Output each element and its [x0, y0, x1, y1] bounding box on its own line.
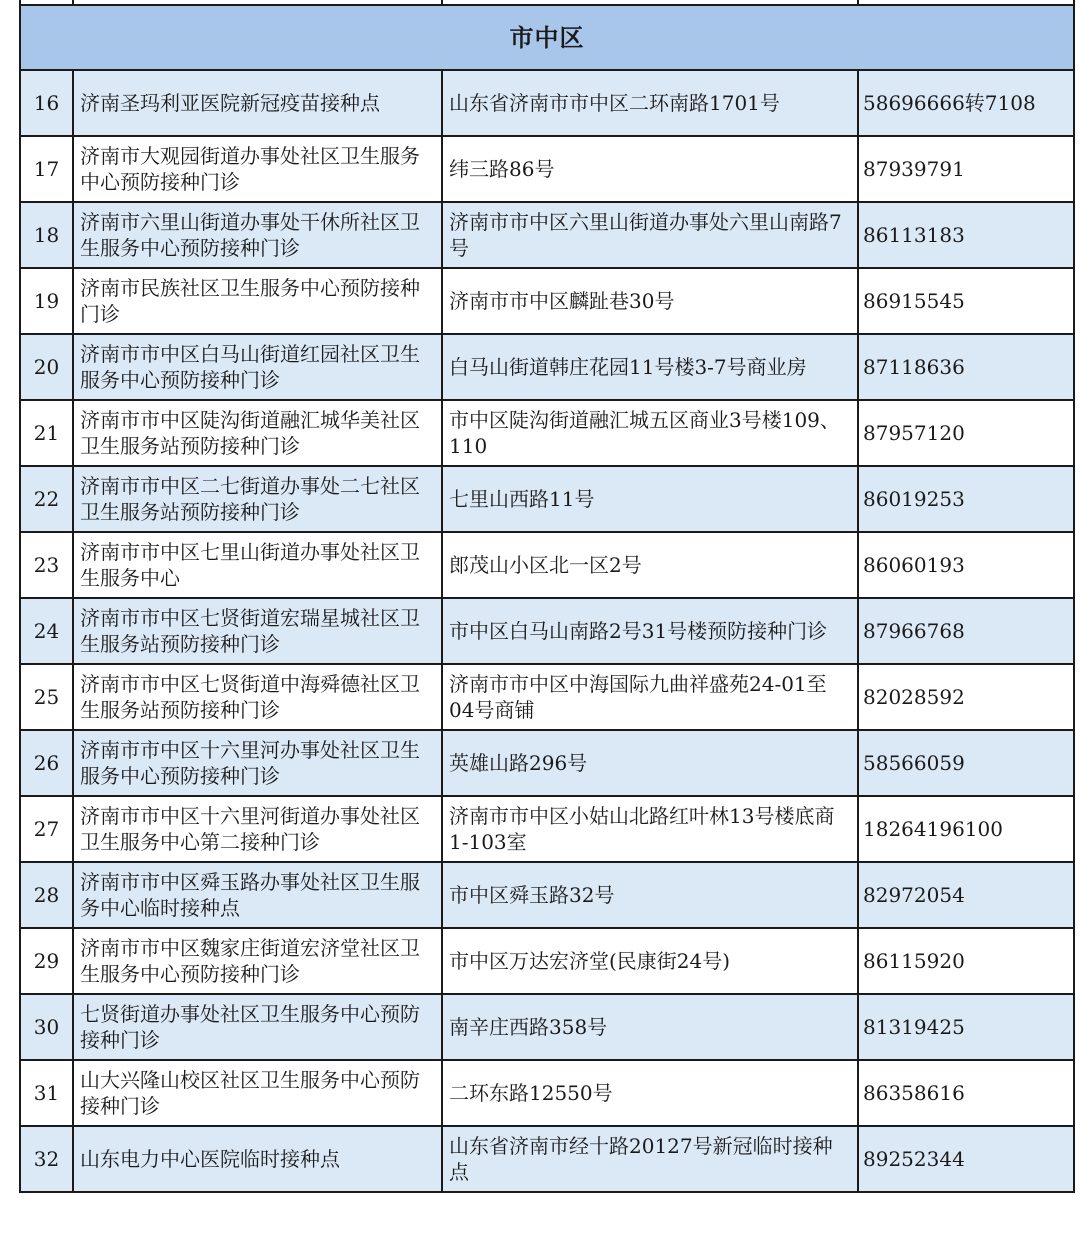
site-name: 济南市市中区白马山街道红园社区卫生服务中心预防接种门诊 [73, 334, 442, 400]
site-address: 济南市市中区麟趾巷30号 [442, 268, 858, 334]
site-address: 市中区万达宏济堂(民康街24号) [442, 928, 858, 994]
row-number: 17 [20, 136, 73, 202]
site-address: 南辛庄西路358号 [442, 994, 858, 1060]
site-name: 济南市市中区十六里河街道办事处社区卫生服务中心第二接种门诊 [73, 796, 442, 862]
site-address: 白马山街道韩庄花园11号楼3-7号商业房 [442, 334, 858, 400]
row-number: 28 [20, 862, 73, 928]
row-number: 27 [20, 796, 73, 862]
table-row [20, 1060, 1074, 1126]
row-number: 26 [20, 730, 73, 796]
site-phone: 58566059 [858, 730, 1074, 796]
site-address: 市中区白马山南路2号31号楼预防接种门诊 [442, 598, 858, 664]
row-number: 32 [20, 1126, 73, 1192]
site-phone: 18264196100 [858, 796, 1074, 862]
table-row [20, 928, 1074, 994]
table-row [20, 862, 1074, 928]
site-phone: 86060193 [858, 532, 1074, 598]
table-row [20, 268, 1074, 334]
district-title: 市中区 [20, 5, 1074, 70]
table-row [20, 796, 1074, 862]
table-row [20, 202, 1074, 268]
table-row [20, 334, 1074, 400]
site-name: 山东电力中心医院临时接种点 [73, 1126, 442, 1192]
site-name: 济南市六里山街道办事处干休所社区卫生服务中心预防接种门诊 [73, 202, 442, 268]
site-phone: 86115920 [858, 928, 1074, 994]
site-name: 山大兴隆山校区社区卫生服务中心预防接种门诊 [73, 1060, 442, 1126]
vaccination-site-table-container [19, 0, 1073, 1193]
site-name: 济南市大观园街道办事处社区卫生服务中心预防接种门诊 [73, 136, 442, 202]
row-number: 31 [20, 1060, 73, 1126]
vaccination-site-table [19, 0, 1075, 1193]
site-phone: 87118636 [858, 334, 1074, 400]
site-name: 济南市市中区舜玉路办事处社区卫生服务中心临时接种点 [73, 862, 442, 928]
site-address: 英雄山路296号 [442, 730, 858, 796]
site-phone: 81319425 [858, 994, 1074, 1060]
table-row [20, 730, 1074, 796]
site-name: 济南市市中区七贤街道中海舜德社区卫生服务站预防接种门诊 [73, 664, 442, 730]
site-phone: 82028592 [858, 664, 1074, 730]
table-row [20, 1126, 1074, 1192]
table-row [20, 598, 1074, 664]
site-phone: 86358616 [858, 1060, 1074, 1126]
row-number: 18 [20, 202, 73, 268]
site-name: 济南市市中区陡沟街道融汇城华美社区卫生服务站预防接种门诊 [73, 400, 442, 466]
table-row [20, 136, 1074, 202]
site-name: 济南市市中区魏家庄街道宏济堂社区卫生服务中心预防接种门诊 [73, 928, 442, 994]
site-address: 纬三路86号 [442, 136, 858, 202]
table-row [20, 70, 1074, 136]
table-row [20, 466, 1074, 532]
site-address: 郎茂山小区北一区2号 [442, 532, 858, 598]
site-name: 济南市市中区七贤街道宏瑞星城社区卫生服务站预防接种门诊 [73, 598, 442, 664]
site-address: 济南市市中区中海国际九曲祥盛苑24-01至04号商铺 [442, 664, 858, 730]
row-number: 24 [20, 598, 73, 664]
site-phone: 86915545 [858, 268, 1074, 334]
site-phone: 86019253 [858, 466, 1074, 532]
site-name: 济南圣玛利亚医院新冠疫苗接种点 [73, 70, 442, 136]
row-number: 16 [20, 70, 73, 136]
site-name: 济南市民族社区卫生服务中心预防接种门诊 [73, 268, 442, 334]
row-number: 22 [20, 466, 73, 532]
row-number: 20 [20, 334, 73, 400]
row-number: 23 [20, 532, 73, 598]
row-number: 30 [20, 994, 73, 1060]
table-row [20, 994, 1074, 1060]
site-phone: 87957120 [858, 400, 1074, 466]
site-name: 济南市市中区二七街道办事处二七社区卫生服务站预防接种门诊 [73, 466, 442, 532]
site-address: 市中区舜玉路32号 [442, 862, 858, 928]
site-name: 七贤街道办事处社区卫生服务中心预防接种门诊 [73, 994, 442, 1060]
site-name: 济南市市中区十六里河办事处社区卫生服务中心预防接种门诊 [73, 730, 442, 796]
row-number: 25 [20, 664, 73, 730]
site-name: 济南市市中区七里山街道办事处社区卫生服务中心 [73, 532, 442, 598]
site-address: 七里山西路11号 [442, 466, 858, 532]
site-address: 山东省济南市经十路20127号新冠临时接种点 [442, 1126, 858, 1192]
district-header-row [20, 5, 1074, 70]
table-row [20, 532, 1074, 598]
table-row [20, 664, 1074, 730]
row-number: 19 [20, 268, 73, 334]
site-address: 二环东路12550号 [442, 1060, 858, 1126]
row-number: 29 [20, 928, 73, 994]
site-address: 山东省济南市市中区二环南路1701号 [442, 70, 858, 136]
site-address: 济南市市中区小姑山北路红叶林13号楼底商1-103室 [442, 796, 858, 862]
row-number: 21 [20, 400, 73, 466]
site-phone: 86113183 [858, 202, 1074, 268]
table-row [20, 400, 1074, 466]
site-phone: 89252344 [858, 1126, 1074, 1192]
site-phone: 82972054 [858, 862, 1074, 928]
site-phone: 87966768 [858, 598, 1074, 664]
site-phone: 58696666转7108 [858, 70, 1074, 136]
site-address: 市中区陡沟街道融汇城五区商业3号楼109、110 [442, 400, 858, 466]
site-address: 济南市市中区六里山街道办事处六里山南路7号 [442, 202, 858, 268]
site-phone: 87939791 [858, 136, 1074, 202]
